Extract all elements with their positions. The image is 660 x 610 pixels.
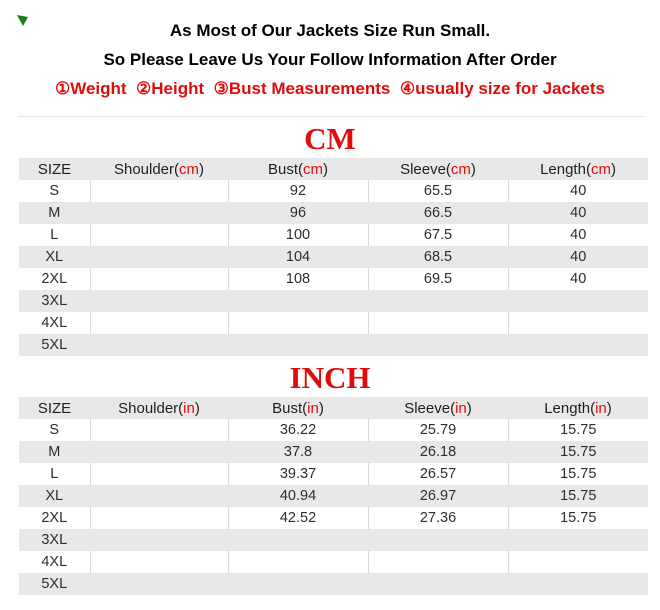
cell: 69.5 [368,268,508,290]
size-row-l [19,463,648,485]
column-header [368,397,508,419]
inch-size-table [19,397,648,595]
column-header-label: Shoulder( [118,399,184,417]
cell: 40 [508,246,648,268]
cell [90,290,228,312]
inch-table-section [0,361,660,595]
cell: 5XL [19,334,90,356]
size-row-4xl [19,551,648,573]
cell: 42.52 [228,507,368,529]
cell [368,334,508,356]
unit-label: cm [303,160,323,178]
cell [90,573,228,595]
column-header-label: ) [194,399,200,417]
size-row-xl [19,485,648,507]
cm-table-title: CM [304,121,356,156]
size-row-m [19,441,648,463]
unit-label: in [183,399,195,417]
cm-table-section [0,122,660,356]
cell [90,441,228,463]
unit-label: cm [450,160,471,178]
notice-line-1: As Most of Our Jackets Size Run Small. [169,21,491,40]
cell: 4XL [19,551,90,573]
cell: 2XL [19,507,90,529]
size-row-2xl [19,507,648,529]
cell: 2XL [19,268,90,290]
cell: 108 [228,268,368,290]
cell [228,334,368,356]
cell: 100 [228,224,368,246]
cell: XL [19,485,90,507]
cell [90,334,228,356]
column-header-label: Shoulder( [113,160,180,178]
column-header-label: Sleeve( [400,160,451,178]
cell [90,529,228,551]
cell [368,290,508,312]
cell: 15.75 [508,419,648,441]
column-header [90,397,228,419]
column-header [368,158,508,180]
column-header [508,158,648,180]
cell [508,573,648,595]
cell [90,268,228,290]
cell [90,507,228,529]
unit-label: in [455,399,467,417]
cell [228,312,368,334]
size-row-2xl [19,268,648,290]
column-header-label: Length( [544,399,596,417]
cell [90,224,228,246]
cell: S [19,180,90,202]
column-header [228,397,368,419]
divider-line [18,116,645,117]
cell: 68.5 [368,246,508,268]
cell: 3XL [19,290,90,312]
column-header: SIZE [19,397,90,419]
cell: 5XL [19,573,90,595]
notice-line-3: ①Weight ②Height ③Bust Measurements ④usually size for Jackets [54,79,605,98]
unit-label: cm [179,160,200,178]
green-corner-mark [17,15,30,27]
cell: 40 [508,268,648,290]
cell: 66.5 [368,202,508,224]
inch-table-title: INCH [289,360,371,395]
cell: S [19,419,90,441]
size-row-3xl [19,529,648,551]
size-row-m [19,202,648,224]
size-row-s [19,180,648,202]
cell [368,573,508,595]
unit-label: in [307,399,319,417]
cell [508,334,648,356]
cell: 3XL [19,529,90,551]
cell: 39.37 [228,463,368,485]
cell: 4XL [19,312,90,334]
notice-line-2: So Please Leave Us Your Follow Information After Order [103,50,557,69]
column-header-label: Bust( [267,160,303,178]
cell [90,551,228,573]
cell: L [19,463,90,485]
cell: XL [19,246,90,268]
cell [90,463,228,485]
size-row-5xl [19,334,648,356]
cell: 36.22 [228,419,368,441]
column-header [90,158,228,180]
cell: 92 [228,180,368,202]
cell: 15.75 [508,485,648,507]
cell [90,419,228,441]
column-header-label: ) [470,160,476,178]
cell [90,312,228,334]
size-row-4xl [19,312,648,334]
cell [228,551,368,573]
cell [368,551,508,573]
cell: 40 [508,224,648,246]
cell [90,485,228,507]
cell [508,529,648,551]
column-header [508,397,648,419]
cell: M [19,441,90,463]
cell: 40 [508,180,648,202]
cell [508,290,648,312]
unit-label: cm [590,160,611,178]
column-header-label: ) [466,399,472,417]
cell: 26.57 [368,463,508,485]
cell: 96 [228,202,368,224]
cell [90,246,228,268]
cell [228,529,368,551]
cell: 26.97 [368,485,508,507]
size-row-3xl [19,290,648,312]
cell: L [19,224,90,246]
column-header-label: Sleeve( [404,399,456,417]
cm-size-table [19,158,648,356]
cell [508,312,648,334]
size-row-l [19,224,648,246]
cell: 37.8 [228,441,368,463]
cell: 104 [228,246,368,268]
cell [368,529,508,551]
cell: 25.79 [368,419,508,441]
size-row-s [19,419,648,441]
cell: 26.18 [368,441,508,463]
cell [508,551,648,573]
size-row-xl [19,246,648,268]
cell [90,180,228,202]
column-header-label: ) [606,399,612,417]
header-row [19,397,648,419]
header-row [19,158,648,180]
column-header-label: ) [610,160,616,178]
cell: 65.5 [368,180,508,202]
cell: 15.75 [508,441,648,463]
unit-label: in [595,399,607,417]
cell [90,202,228,224]
column-header-label: ) [199,160,205,178]
column-header [228,158,368,180]
cell: 67.5 [368,224,508,246]
column-header-label: ) [318,399,324,417]
cell: M [19,202,90,224]
column-header: SIZE [19,158,90,180]
cell: 27.36 [368,507,508,529]
cell: 15.75 [508,463,648,485]
cell: 15.75 [508,507,648,529]
cell [228,573,368,595]
cell [368,312,508,334]
column-header-label: ) [323,160,328,178]
column-header-label: Bust( [272,399,308,417]
cell [228,290,368,312]
size-row-5xl [19,573,648,595]
column-header-label: Length( [540,160,591,178]
cell: 40.94 [228,485,368,507]
cell: 40 [508,202,648,224]
